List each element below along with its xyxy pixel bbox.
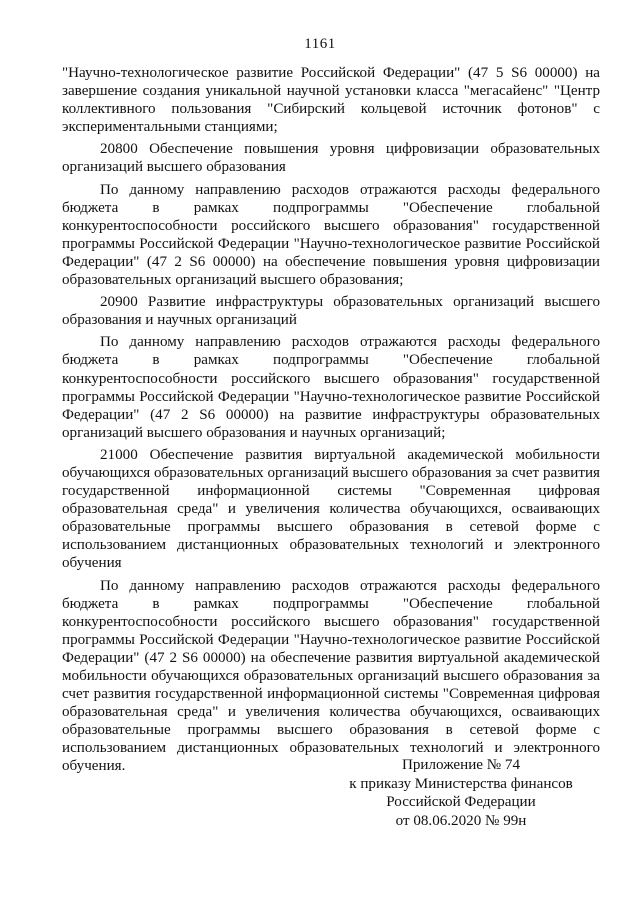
section-heading-21000: 21000 Обеспечение развития виртуальной академической мобильности обучающихся образовательных организаций высшего образования за счет развития государственной информационной системы "Современная цифровая образовательная среда" и увеличения количества обучающихся, осваивающих образовательные программы высшего образования в сетевой форме с использованием дистанционных образовательных технологий и электронного обучения	[62, 446, 600, 572]
appendix-country-line: Российской Федерации	[386, 794, 536, 810]
appendix-block	[330, 756, 592, 830]
section-heading-20900: 20900 Развитие инфраструктуры образовательных организаций высшего образования и научных организаций	[62, 294, 600, 329]
paragraph-20800-description: По данному направлению расходов отражаются расходы федерального бюджета в рамках подпрограммы "Обеспечение глобальной конкурентоспособности российского высшего образования" государственной программы Российской Федерации "Научно-технологическое развитие Российской Федерации" (47 2 S6 00000) на обеспечение повышения уровня цифровизации образовательных организаций высшего образования;	[62, 181, 600, 289]
appendix-order-line: к приказу Министерства финансов	[349, 775, 573, 792]
appendix-date-line: от 08.06.2020 № 99н	[395, 812, 527, 829]
document-body	[62, 64, 600, 782]
paragraph-20900-description: По данному направлению расходов отражаются расходы федерального бюджета в рамках подпрограммы "Обеспечение глобальной конкурентоспособности российского высшего образования" государственной программы Российской Федерации "Научно-технологическое развитие Российской Федерации" (47 2 S6 00000) на развитие инфраструктуры образовательных организаций высшего образования и научных организаций;	[62, 334, 600, 441]
section-heading-20800: 20800 Обеспечение повышения уровня цифровизации образовательных организаций высшего образования	[62, 141, 600, 176]
page-number: 1161	[304, 36, 336, 52]
paragraph-21000-description: По данному направлению расходов отражаются расходы федерального бюджета в рамках подпрограммы "Обеспечение глобальной конкурентоспособности российского высшего образования" государственной программы Российской Федерации "Научно-технологическое развитие Российской Федерации" (47 2 S6 00000) на обеспечение развития виртуальной академической мобильности обучающихся образовательных организаций высшего образования за счет развития государственной информационной системы "Современная цифровая образовательная среда" и увеличения количества обучающихся, осваивающих образовательные программы высшего образования в сетевой форме с использованием дистанционных образовательных технологий и электронного обучения.	[62, 577, 600, 775]
paragraph-continuation: "Научно-технологическое развитие Российской Федерации" (47 5 S6 00000) на завершение создания уникальной научной установки класса "мегасайенс" "Центр коллективного пользования "Сибирский кольцевой источник фотонов" с экспериментальными станциями;	[62, 65, 600, 136]
appendix-title: Приложение № 74	[401, 757, 521, 773]
